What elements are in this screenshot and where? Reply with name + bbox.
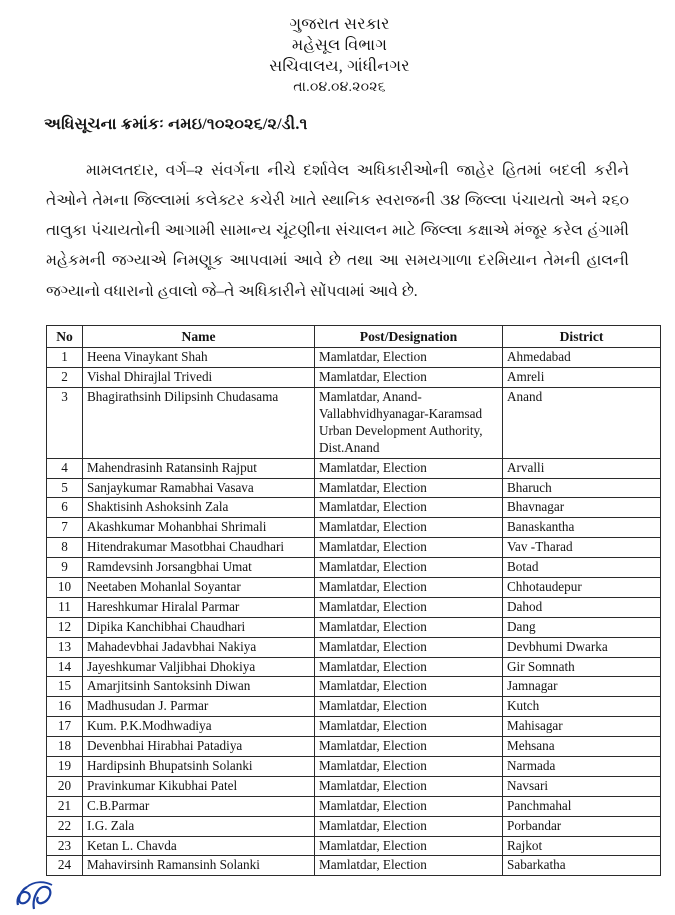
cell-no: 21 bbox=[47, 796, 83, 816]
cell-district: Sabarkatha bbox=[503, 856, 661, 876]
table-row bbox=[47, 856, 661, 876]
cell-district: Devbhumi Dwarka bbox=[503, 637, 661, 657]
table-row bbox=[47, 737, 661, 757]
cell-post: Mamlatdar, Election bbox=[315, 697, 503, 717]
cell-district: Jamnagar bbox=[503, 677, 661, 697]
cell-name: Dipika Kanchibhai Chaudhari bbox=[83, 617, 315, 637]
cell-no: 7 bbox=[47, 518, 83, 538]
table-row bbox=[47, 348, 661, 368]
cell-name: Shaktisinh Ashoksinh Zala bbox=[83, 498, 315, 518]
table-row bbox=[47, 458, 661, 478]
cell-post: Mamlatdar, Election bbox=[315, 368, 503, 388]
cell-no: 16 bbox=[47, 697, 83, 717]
cell-district: Amreli bbox=[503, 368, 661, 388]
cell-post: Mamlatdar, Election bbox=[315, 856, 503, 876]
cell-no: 19 bbox=[47, 756, 83, 776]
cell-no: 23 bbox=[47, 836, 83, 856]
cell-post: Mamlatdar, Election bbox=[315, 478, 503, 498]
cell-name: Bhagirathsinh Dilipsinh Chudasama bbox=[83, 388, 315, 459]
table-row bbox=[47, 697, 661, 717]
cell-district: Banaskantha bbox=[503, 518, 661, 538]
cell-district: Kutch bbox=[503, 697, 661, 717]
table-row bbox=[47, 717, 661, 737]
cell-no: 5 bbox=[47, 478, 83, 498]
table-header-row bbox=[47, 325, 661, 347]
cell-name: Vishal Dhirajlal Trivedi bbox=[83, 368, 315, 388]
table-row bbox=[47, 538, 661, 558]
cell-name: Mahadevbhai Jadavbhai Nakiya bbox=[83, 637, 315, 657]
table-row bbox=[47, 518, 661, 538]
document-header bbox=[22, 14, 657, 98]
cell-name: Jayeshkumar Valjibhai Dhokiya bbox=[83, 657, 315, 677]
cell-post: Mamlatdar, Election bbox=[315, 597, 503, 617]
table-row bbox=[47, 558, 661, 578]
cell-post: Mamlatdar, Election bbox=[315, 657, 503, 677]
cell-no: 2 bbox=[47, 368, 83, 388]
table-row bbox=[47, 657, 661, 677]
cell-name: Heena Vinaykant Shah bbox=[83, 348, 315, 368]
signature-mark bbox=[14, 875, 60, 913]
cell-post: Mamlatdar, Election bbox=[315, 717, 503, 737]
cell-name: Hareshkumar Hiralal Parmar bbox=[83, 597, 315, 617]
table-row bbox=[47, 498, 661, 518]
cell-name: Sanjaykumar Ramabhai Vasava bbox=[83, 478, 315, 498]
cell-no: 18 bbox=[47, 737, 83, 757]
column-header-name: Name bbox=[83, 325, 315, 347]
cell-name: C.B.Parmar bbox=[83, 796, 315, 816]
cell-name: I.G. Zala bbox=[83, 816, 315, 836]
cell-post: Mamlatdar, Election bbox=[315, 737, 503, 757]
table-row bbox=[47, 368, 661, 388]
cell-post: Mamlatdar, Anand-Vallabhvidhyanagar-Karamsad Urban Development Authority, Dist.Anand bbox=[315, 388, 503, 459]
cell-district: Bhavnagar bbox=[503, 498, 661, 518]
table-row bbox=[47, 677, 661, 697]
cell-district: Botad bbox=[503, 558, 661, 578]
table-row bbox=[47, 388, 661, 459]
cell-name: Kum. P.K.Modhwadiya bbox=[83, 717, 315, 737]
cell-no: 4 bbox=[47, 458, 83, 478]
cell-no: 1 bbox=[47, 348, 83, 368]
cell-no: 14 bbox=[47, 657, 83, 677]
cell-no: 20 bbox=[47, 776, 83, 796]
cell-post: Mamlatdar, Election bbox=[315, 538, 503, 558]
table-row bbox=[47, 637, 661, 657]
cell-post: Mamlatdar, Election bbox=[315, 677, 503, 697]
cell-district: Bharuch bbox=[503, 478, 661, 498]
cell-no: 8 bbox=[47, 538, 83, 558]
cell-district: Rajkot bbox=[503, 836, 661, 856]
header-line-date: તા.૦૪.૦૪.૨૦૨૬ bbox=[293, 80, 386, 96]
column-header-post: Post/Designation bbox=[315, 325, 503, 347]
cell-name: Hitendrakumar Masotbhai Chaudhari bbox=[83, 538, 315, 558]
cell-post: Mamlatdar, Election bbox=[315, 836, 503, 856]
cell-post: Mamlatdar, Election bbox=[315, 776, 503, 796]
table-row bbox=[47, 776, 661, 796]
cell-no: 10 bbox=[47, 577, 83, 597]
cell-district: Vav -Tharad bbox=[503, 538, 661, 558]
cell-no: 3 bbox=[47, 388, 83, 459]
cell-district: Anand bbox=[503, 388, 661, 459]
cell-no: 6 bbox=[47, 498, 83, 518]
cell-no: 15 bbox=[47, 677, 83, 697]
cell-district: Dahod bbox=[503, 597, 661, 617]
column-header-district: District bbox=[503, 325, 661, 347]
cell-post: Mamlatdar, Election bbox=[315, 816, 503, 836]
cell-name: Madhusudan J. Parmar bbox=[83, 697, 315, 717]
cell-district: Porbandar bbox=[503, 816, 661, 836]
officers-table bbox=[46, 325, 661, 876]
cell-post: Mamlatdar, Election bbox=[315, 617, 503, 637]
cell-no: 17 bbox=[47, 717, 83, 737]
cell-no: 22 bbox=[47, 816, 83, 836]
cell-name: Hardipsinh Bhupatsinh Solanki bbox=[83, 756, 315, 776]
cell-post: Mamlatdar, Election bbox=[315, 458, 503, 478]
cell-district: Mahisagar bbox=[503, 717, 661, 737]
cell-post: Mamlatdar, Election bbox=[315, 558, 503, 578]
cell-post: Mamlatdar, Election bbox=[315, 518, 503, 538]
cell-district: Ahmedabad bbox=[503, 348, 661, 368]
cell-post: Mamlatdar, Election bbox=[315, 756, 503, 776]
cell-district: Mehsana bbox=[503, 737, 661, 757]
table-row bbox=[47, 478, 661, 498]
cell-name: Mahendrasinh Ratansinh Rajput bbox=[83, 458, 315, 478]
notification-number: અધિસૂચના ક્રમાંકઃ નમઇ/૧૦૨૦૨૬/૨/ડી.૧ bbox=[44, 115, 308, 133]
cell-name: Ramdevsinh Jorsangbhai Umat bbox=[83, 558, 315, 578]
table-row bbox=[47, 597, 661, 617]
cell-district: Panchmahal bbox=[503, 796, 661, 816]
cell-district: Chhotaudepur bbox=[503, 577, 661, 597]
table-row bbox=[47, 577, 661, 597]
cell-name: Devenbhai Hirabhai Patadiya bbox=[83, 737, 315, 757]
cell-district: Navsari bbox=[503, 776, 661, 796]
cell-district: Narmada bbox=[503, 756, 661, 776]
cell-post: Mamlatdar, Election bbox=[315, 348, 503, 368]
cell-post: Mamlatdar, Election bbox=[315, 637, 503, 657]
cell-no: 24 bbox=[47, 856, 83, 876]
cell-post: Mamlatdar, Election bbox=[315, 796, 503, 816]
cell-district: Dang bbox=[503, 617, 661, 637]
table-row bbox=[47, 756, 661, 776]
column-header-no: No bbox=[47, 325, 83, 347]
table-row bbox=[47, 836, 661, 856]
header-line-secretariat: સચિવાલય, ગાંધીનગર bbox=[269, 58, 410, 76]
cell-name: Neetaben Mohanlal Soyantar bbox=[83, 577, 315, 597]
cell-post: Mamlatdar, Election bbox=[315, 498, 503, 518]
cell-no: 9 bbox=[47, 558, 83, 578]
table-row bbox=[47, 617, 661, 637]
cell-name: Pravinkumar Kikubhai Patel bbox=[83, 776, 315, 796]
table-row bbox=[47, 796, 661, 816]
cell-no: 12 bbox=[47, 617, 83, 637]
cell-name: Mahavirsinh Ramansinh Solanki bbox=[83, 856, 315, 876]
cell-no: 11 bbox=[47, 597, 83, 617]
table-row bbox=[47, 816, 661, 836]
cell-district: Gir Somnath bbox=[503, 657, 661, 677]
notification-body-paragraph: મામલતદાર, વર્ગ–૨ સંવર્ગના નીચે દર્શાવેલ અધિકારીઓની જાહેર હિતમાં બદલી કરીને તેઓને તેમના જિલ્લામાં કલેક્ટર કચેરી ખાતે સ્થાનિક સ્વરાજની ૩૪ જિલ્લા પંચાયતો અને ૨૬૦ તાલુકા પંચાયતોની આગામી સામાન્ય ચૂંટણીના સંચાલન માટે જિલ્લા કક્ષાએ મંજૂર કરેલ હંગામી મહેકમની જગ્યાએ નિમણૂક આપવામાં આવે છે તથા આ સમયગાળા દરમિયાન તેમની હાલની જગ્યાનો વધારાનો હવાલો જે–તે અધિકારીને સોંપવામાં આવે છે. bbox=[46, 161, 629, 300]
header-line-department: મહેસૂલ વિભાગ bbox=[291, 37, 388, 55]
cell-district: Arvalli bbox=[503, 458, 661, 478]
header-line-government: ગુજરાત સરકાર bbox=[289, 16, 390, 33]
cell-post: Mamlatdar, Election bbox=[315, 577, 503, 597]
cell-no: 13 bbox=[47, 637, 83, 657]
cell-name: Amarjitsinh Santoksinh Diwan bbox=[83, 677, 315, 697]
cell-name: Akashkumar Mohanbhai Shrimali bbox=[83, 518, 315, 538]
cell-name: Ketan L. Chavda bbox=[83, 836, 315, 856]
